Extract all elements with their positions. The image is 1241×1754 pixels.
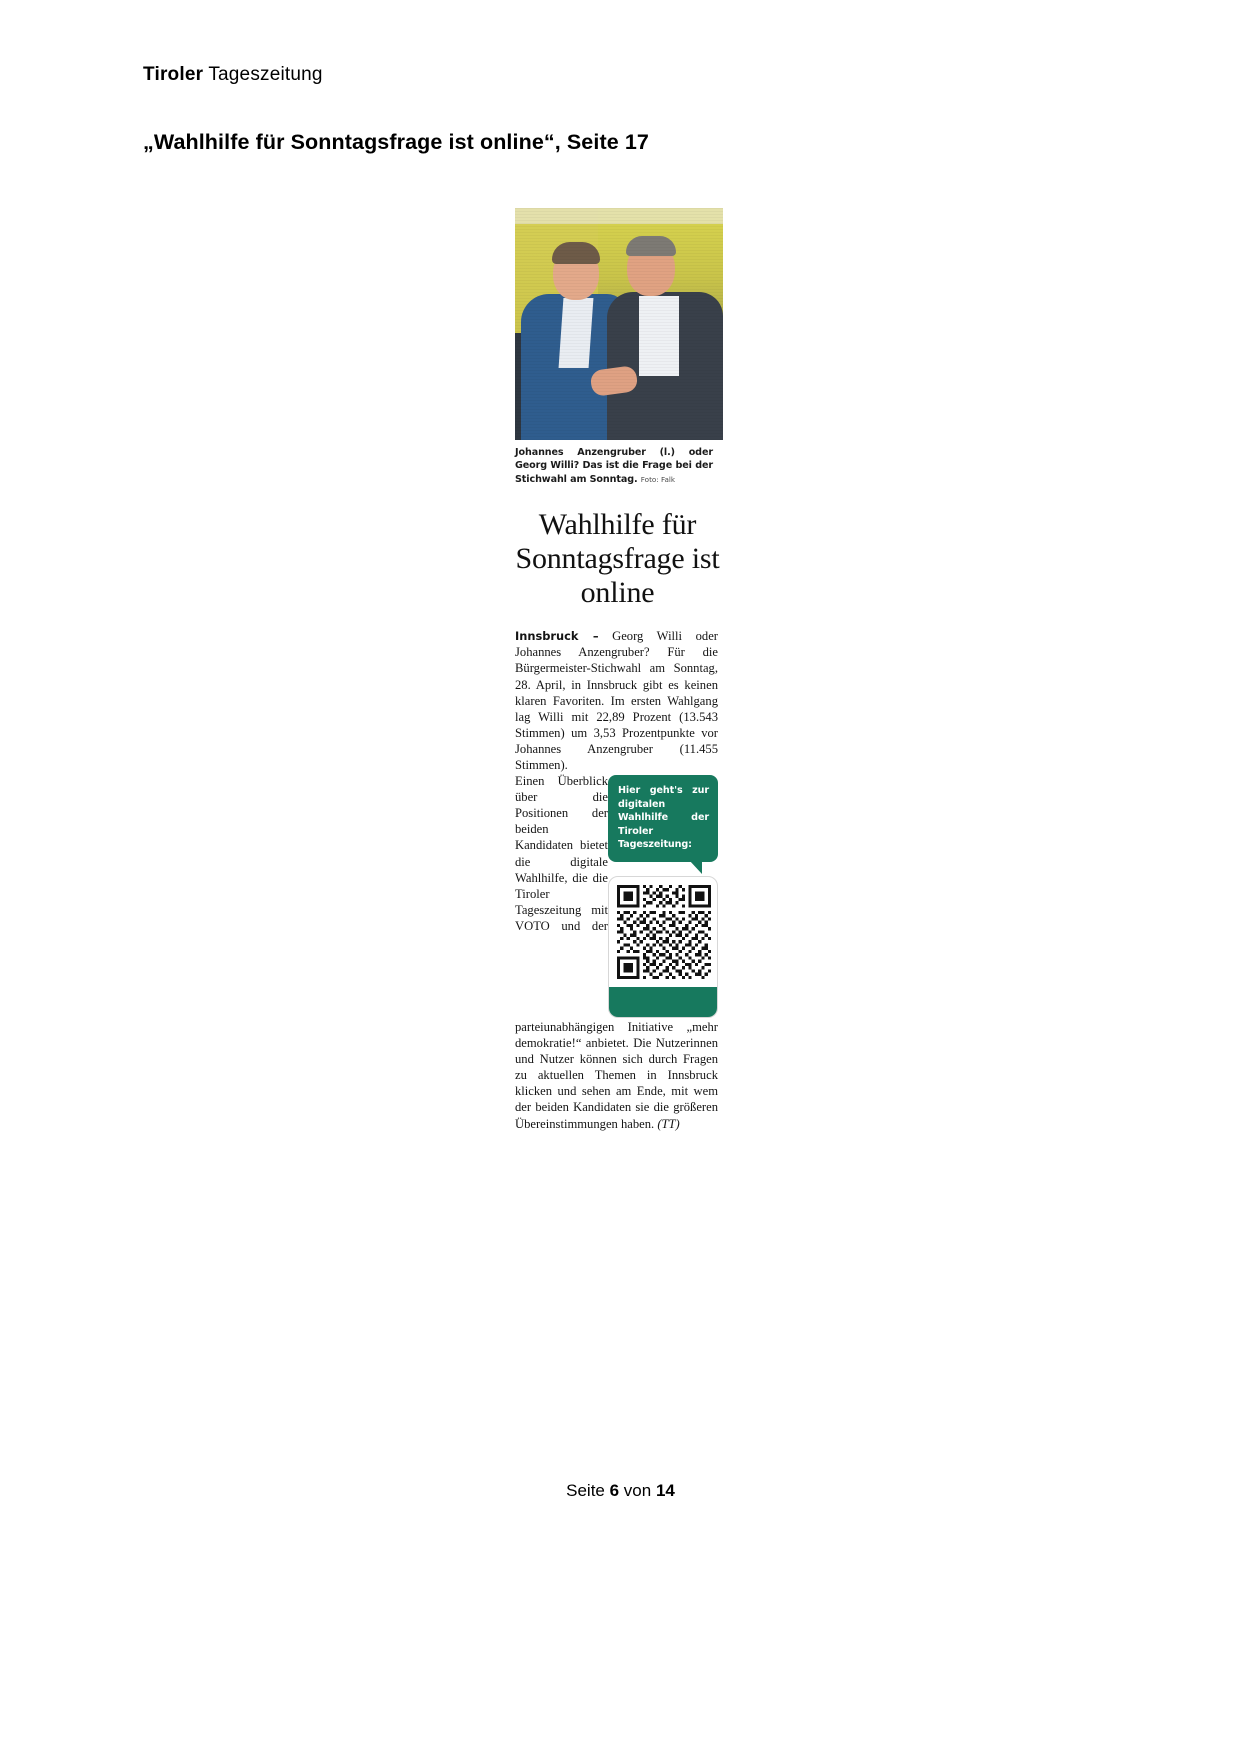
qr-promo-text: Hier geht's zur digitalen Wahlhilfe der Tiroler Tageszeitung: [618, 785, 709, 851]
article-photo [515, 208, 723, 440]
masthead-bold: Tiroler [143, 64, 204, 85]
footer-middle: von [619, 1481, 656, 1500]
footer-page-number: 6 [609, 1481, 620, 1500]
qr-code[interactable] [617, 885, 711, 979]
photo-person-right-shirt [639, 296, 679, 376]
page-title: „Wahlhilfe für Sonntagsfrage ist online“, Seite 17 [143, 130, 649, 154]
photo-person-left-shirt [559, 298, 594, 368]
qr-promo [608, 775, 718, 1018]
article-signature: (TT) [657, 1116, 680, 1131]
article-body [515, 628, 718, 1131]
qr-promo-bubble [608, 775, 718, 862]
photo-caption-text: Johannes Anzengruber (l.) oder Georg Willi? Das ist die Frage bei der Stichwahl am Sonntag. [515, 447, 713, 485]
article-paragraph-1-text: Georg Willi oder Johannes Anzengruber? Für die Bürgermeister-Stichwahl am Sonntag, 28. April, in Innsbruck gibt es keinen klaren Favoriten. Im ersten Wahlgang lag Willi mit 22,89 Prozent (13.543 Stimmen) um 3,53 Prozentpunkte vor Johannes Anzengruber (11.455 Stimmen). [515, 629, 719, 772]
footer-total-pages: 14 [655, 1481, 675, 1500]
masthead [143, 64, 323, 86]
photo-caption [515, 446, 713, 486]
qr-card-footer [609, 987, 717, 1017]
qr-code-svg [617, 885, 711, 979]
qr-card [608, 876, 718, 1018]
photo-wall-stripe [515, 208, 723, 224]
masthead-light: Tageszeitung [203, 64, 323, 85]
photo-person-right-hair [626, 236, 676, 256]
photo-person-left-hair [552, 242, 600, 264]
article-dateline: Innsbruck – [515, 629, 599, 644]
article-paragraph-2-text: Einen Überblick über die Positionen der beiden Kandidaten bietet die digitale Wahlhilfe, die die Tiroler Tageszeitung mit VOTO und der parteiunabhängigen Initiative „mehr demokratie!“ anbietet. Die Nutzerinnen und Nutzer können sich durch Fragen zu aktuellen Themen in Innsbruck klicken und sehen am Ende, mit wem der beiden Kandidaten sie die größeren Übereinstimmungen haben. [515, 774, 718, 1131]
footer-prefix: Seite [566, 1481, 610, 1500]
photo-credit: Foto: Falk [640, 474, 676, 484]
article-headline: Wahlhilfe für Sonntagsfrage ist online [515, 508, 720, 610]
newspaper-clipping [515, 208, 740, 1132]
article-paragraph-1 [515, 628, 718, 773]
page-footer [0, 1481, 1241, 1501]
article-wrap-area [515, 773, 718, 1132]
